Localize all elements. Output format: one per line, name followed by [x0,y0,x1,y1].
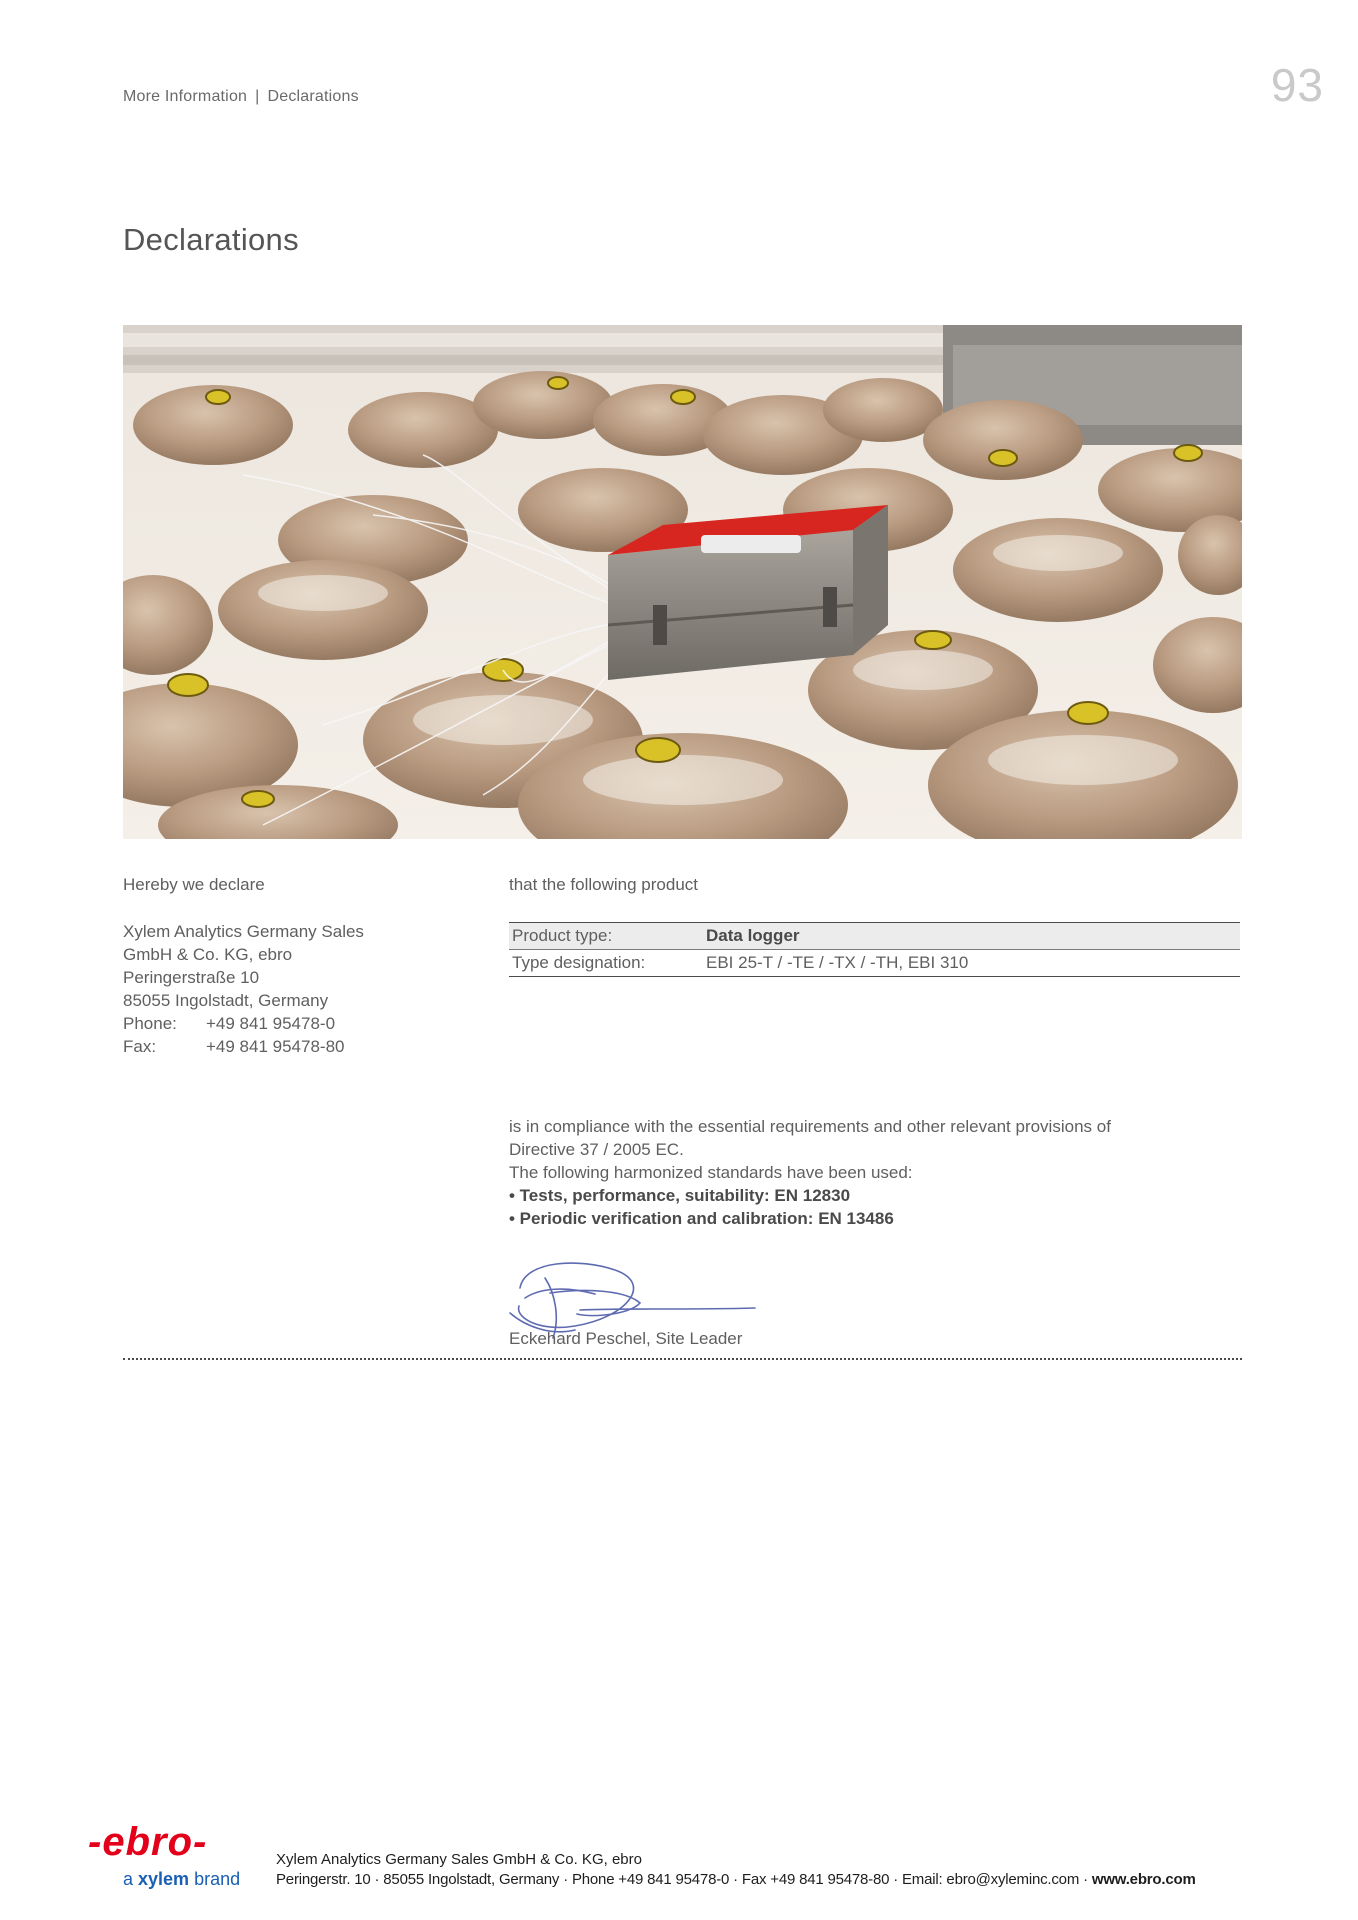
page-title: Declarations [123,222,299,257]
tagline-prefix: a [123,1869,139,1889]
phone-number: +49 841 95478-0 [206,1014,336,1033]
tagline-brand: xylem [138,1869,190,1889]
xylem-brand-tagline [123,1869,240,1890]
breadcrumb [123,88,359,106]
address-line: Peringerstraße 10 [123,968,260,987]
compliance-line: The following harmonized standards have been used: [509,1163,913,1182]
breadcrumb-separator: | [255,88,260,105]
table-row [509,923,1240,950]
compliance-line: Directive 37 / 2005 EC. [509,1140,684,1159]
breadcrumb-item-declarations: Declarations [267,88,359,105]
product-intro: that the following product [509,875,699,894]
footer-company: Xylem Analytics Germany Sales GmbH & Co. KG, ebro [276,1851,642,1868]
phone-row [123,1012,364,1035]
product-type-label: Product type: [512,926,613,945]
page-number: 93 [1270,59,1324,111]
breadcrumb-item-more-information: More Information [123,88,248,105]
fax-row [123,1035,364,1058]
footer-contact [276,1871,1196,1888]
compliance-line: is in compliance with the essential requirements and other relevant provisions of [509,1117,1111,1136]
fax-label: Fax: [123,1037,157,1056]
company-address [123,920,364,1058]
compliance-statement [509,1115,1249,1230]
standard-item: • Tests, performance, suitability: EN 12830 [509,1186,851,1205]
phone-label: Phone: [123,1014,177,1033]
type-designation-value: EBI 25-T / -TE / -TX / -TH, EBI 310 [706,953,969,972]
product-table [509,922,1240,977]
signer-name: Eckehard Peschel, Site Leader [509,1329,743,1348]
bread-data-logger-photo [123,325,1242,839]
type-designation-label: Type designation: [512,953,646,972]
footer-contact-text: Peringerstr. 10 · 85055 Ingolstadt, Germany · Phone +49 841 95478-0 · Fax +49 841 95478-80 · Email: ebro@xyleminc.com · [276,1871,1092,1888]
address-line: Xylem Analytics Germany Sales [123,922,364,941]
ebro-logo [88,1822,207,1862]
address-line: GmbH & Co. KG, ebro [123,945,293,964]
ebro-wordmark: -ebro- [88,1820,208,1864]
declaration-intro: Hereby we declare [123,875,265,894]
tagline-suffix: brand [189,1869,241,1889]
standard-item: • Periodic verification and calibration: EN 13486 [509,1209,894,1228]
product-type-value: Data logger [706,926,800,945]
dotted-divider [123,1358,1242,1360]
table-row [509,950,1240,976]
website-link[interactable]: www.ebro.com [1091,1871,1196,1888]
fax-number: +49 841 95478-80 [206,1037,345,1056]
address-line: 85055 Ingolstadt, Germany [123,991,329,1010]
